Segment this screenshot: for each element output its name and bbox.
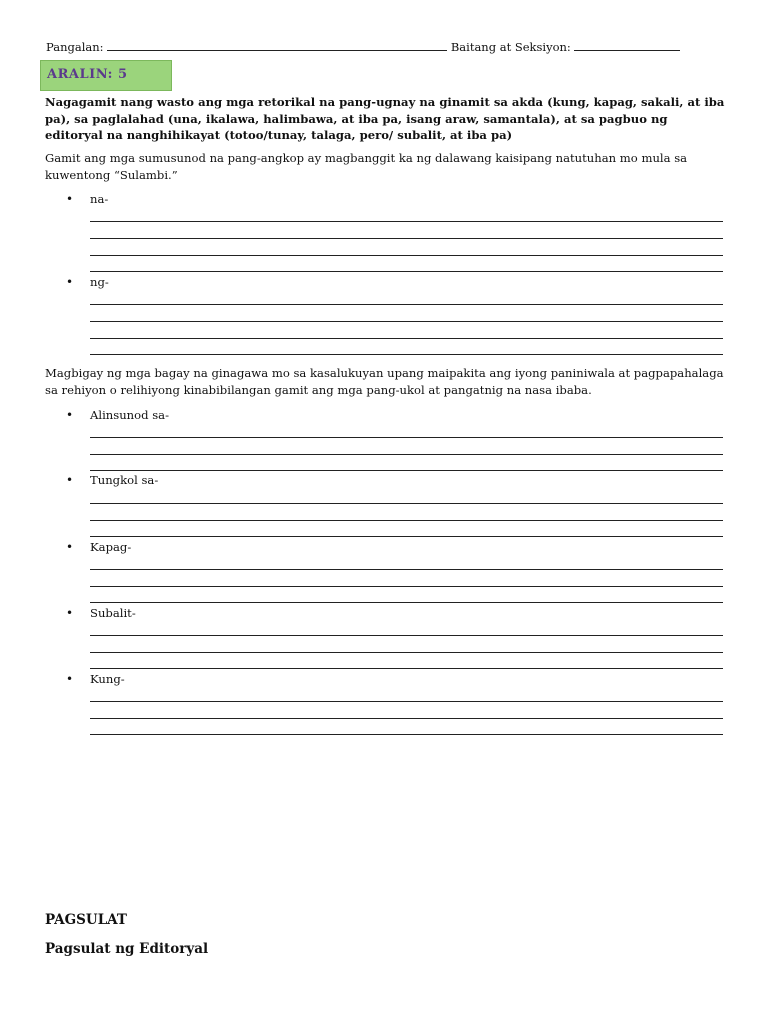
bullet-glyph: • — [66, 672, 74, 686]
activity2-item-label: Kung- — [90, 672, 125, 686]
answer-line[interactable] — [90, 354, 723, 355]
lesson-badge — [40, 60, 172, 91]
answer-line[interactable] — [90, 635, 723, 636]
section-title: PAGSULAT — [45, 912, 127, 928]
answer-line[interactable] — [90, 238, 723, 239]
activity2-item-label: Kapag- — [90, 540, 132, 554]
answer-line[interactable] — [90, 221, 723, 222]
activity1-item-label: na- — [90, 192, 109, 206]
lesson-label: ARALIN: 5 — [47, 67, 128, 82]
answer-line[interactable] — [90, 602, 723, 603]
answer-line[interactable] — [90, 503, 723, 504]
bullet-glyph: • — [66, 606, 74, 620]
answer-line[interactable] — [90, 271, 723, 272]
answer-line[interactable] — [90, 718, 723, 719]
answer-line[interactable] — [90, 652, 723, 653]
bullet-glyph: • — [66, 192, 74, 206]
answer-line[interactable] — [90, 520, 723, 521]
lesson-objective: Nagagamit nang wasto ang mga retorikal na pang-ugnay na ginamit sa akda (kung, kapag, sakali, at iba pa), sa paglalahad (una, ikalawa, halimbawa, at iba pa, isang araw, samantala), at sa pagbuo ng editoryal na nanghihikayat (totoo/tunay, talaga, pero/ subalit, at iba pa) — [45, 95, 725, 142]
bullet-glyph: • — [66, 473, 74, 487]
answer-line[interactable] — [90, 734, 723, 735]
grade-section-field-line[interactable] — [574, 39, 680, 51]
section-subtitle: Pagsulat ng Editoryal — [45, 941, 209, 957]
answer-line[interactable] — [90, 338, 723, 339]
answer-line[interactable] — [90, 668, 723, 669]
bullet-glyph: • — [66, 275, 74, 289]
grade-section-label: Baitang at Seksiyon: — [450, 40, 571, 54]
answer-line[interactable] — [90, 304, 723, 305]
bullet-glyph: • — [66, 408, 74, 422]
answer-line[interactable] — [90, 470, 723, 471]
activity2-item-label: Alinsunod sa- — [90, 408, 170, 422]
activity2-item-label: Tungkol sa- — [90, 473, 159, 487]
answer-line[interactable] — [90, 321, 723, 322]
answer-line[interactable] — [90, 701, 723, 702]
activity1-instruction: Gamit ang mga sumusunod na pang-angkop ay magbanggit ka ng dalawang kaisipang natutuhan mo mula sa kuwentong “Sulambi.” — [45, 151, 688, 182]
activity1-item-label: ng- — [90, 275, 109, 289]
bullet-glyph: • — [66, 540, 74, 554]
answer-line[interactable] — [90, 569, 723, 570]
name-field-line[interactable] — [107, 39, 447, 51]
student-header — [46, 39, 696, 54]
activity2-instruction: Magbigay ng mga bagay na ginagawa mo sa kasalukuyan upang maipakita ang iyong paniniwala at pagpapahalaga sa rehiyon o relihiyong kinabibilangan gamit ang mga pang-ukol at pangatnig na nasa ibaba. — [45, 366, 724, 397]
answer-line[interactable] — [90, 586, 723, 587]
answer-line[interactable] — [90, 536, 723, 537]
name-label: Pangalan: — [46, 40, 104, 54]
answer-line[interactable] — [90, 454, 723, 455]
activity2-item-label: Subalit- — [90, 606, 136, 620]
answer-line[interactable] — [90, 255, 723, 256]
answer-line[interactable] — [90, 437, 723, 438]
